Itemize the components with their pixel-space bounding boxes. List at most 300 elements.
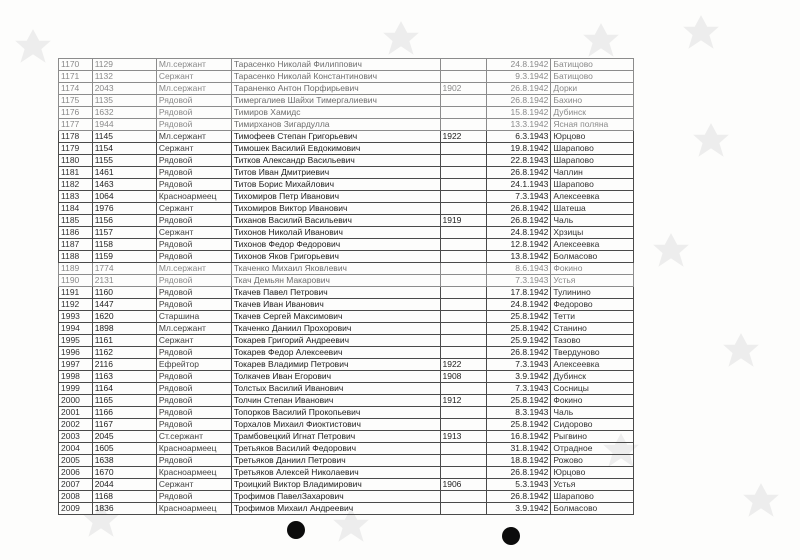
full-name-cell: Тарасенко Николай Константинович	[231, 71, 440, 83]
full-name-cell: Титков Александр Васильевич	[231, 155, 440, 167]
rank-cell: Рядовой	[156, 455, 231, 467]
rank-cell: Рядовой	[156, 215, 231, 227]
rank-cell: Рядовой	[156, 107, 231, 119]
row-number-cell: 1185	[59, 215, 93, 227]
rank-cell: Рядовой	[156, 419, 231, 431]
date-cell: 25.8.1942	[487, 395, 551, 407]
full-name-cell: Титов Борис Михайлович	[231, 179, 440, 191]
table-row	[59, 119, 634, 131]
table-row	[59, 287, 634, 299]
rank-cell: Мл.сержант	[156, 323, 231, 335]
birth-year-cell	[440, 311, 487, 323]
full-name-cell: Трофимов ПавелЗахарович	[231, 491, 440, 503]
birth-year-cell	[440, 191, 487, 203]
birth-year-cell	[440, 491, 487, 503]
full-name-cell: Тимофеев Степан Григорьевич	[231, 131, 440, 143]
watermark-emblem-icon	[720, 330, 762, 372]
full-name-cell: Тимиров Хамидс	[231, 107, 440, 119]
record-id-cell: 1162	[92, 347, 156, 359]
watermark-emblem-icon	[380, 18, 422, 60]
table-row	[59, 491, 634, 503]
record-id-cell: 1159	[92, 251, 156, 263]
full-name-cell: Трофимов Михаил Андреевич	[231, 503, 440, 515]
table-row	[59, 335, 634, 347]
rank-cell: Рядовой	[156, 383, 231, 395]
place-cell: Хрзицы	[551, 227, 634, 239]
record-id-cell: 1163	[92, 371, 156, 383]
place-cell: Рожово	[551, 455, 634, 467]
rank-cell: Рядовой	[156, 275, 231, 287]
birth-year-cell	[440, 119, 487, 131]
rank-cell: Мл.сержант	[156, 263, 231, 275]
full-name-cell: Тараненко Антон Порфирьевич	[231, 83, 440, 95]
date-cell: 3.9.1942	[487, 503, 551, 515]
date-cell: 25.8.1942	[487, 323, 551, 335]
full-name-cell: Тихомиров Виктор Иванович	[231, 203, 440, 215]
row-number-cell: 1996	[59, 347, 93, 359]
row-number-cell: 1184	[59, 203, 93, 215]
row-number-cell: 1180	[59, 155, 93, 167]
record-id-cell: 1132	[92, 71, 156, 83]
row-number-cell: 2005	[59, 455, 93, 467]
rank-cell: Рядовой	[156, 395, 231, 407]
record-id-cell: 1156	[92, 215, 156, 227]
record-id-cell: 2043	[92, 83, 156, 95]
place-cell: Шарапово	[551, 491, 634, 503]
place-cell: Батищово	[551, 59, 634, 71]
date-cell: 7.3.1943	[487, 359, 551, 371]
date-cell: 15.8.1942	[487, 107, 551, 119]
place-cell: Шарапово	[551, 179, 634, 191]
row-number-cell: 2006	[59, 467, 93, 479]
record-id-cell: 1157	[92, 227, 156, 239]
full-name-cell: Третьяков Василий Федорович	[231, 443, 440, 455]
rank-cell: Ефрейтор	[156, 359, 231, 371]
birth-year-cell	[440, 71, 487, 83]
full-name-cell: Торхалов Михаил Фиоктистович	[231, 419, 440, 431]
record-id-cell: 1129	[92, 59, 156, 71]
record-id-cell: 1168	[92, 491, 156, 503]
rank-cell: Сержант	[156, 335, 231, 347]
record-id-cell: 1774	[92, 263, 156, 275]
place-cell: Рыгвино	[551, 431, 634, 443]
date-cell: 7.3.1943	[487, 383, 551, 395]
date-cell: 6.3.1943	[487, 131, 551, 143]
table-row	[59, 239, 634, 251]
place-cell: Фокино	[551, 263, 634, 275]
date-cell: 3.9.1942	[487, 371, 551, 383]
place-cell: Твердуново	[551, 347, 634, 359]
row-number-cell: 2003	[59, 431, 93, 443]
rank-cell: Сержант	[156, 227, 231, 239]
date-cell: 19.8.1942	[487, 143, 551, 155]
place-cell: Дубинск	[551, 107, 634, 119]
birth-year-cell	[440, 467, 487, 479]
date-cell: 25.8.1942	[487, 311, 551, 323]
row-number-cell: 1178	[59, 131, 93, 143]
full-name-cell: Ткачев Павел Петрович	[231, 287, 440, 299]
record-id-cell: 1836	[92, 503, 156, 515]
row-number-cell: 1189	[59, 263, 93, 275]
full-name-cell: Тихонов Яков Григорьевич	[231, 251, 440, 263]
full-name-cell: Троицкий Виктор Владимирович	[231, 479, 440, 491]
record-id-cell: 2045	[92, 431, 156, 443]
rank-cell: Сержант	[156, 143, 231, 155]
date-cell: 18.8.1942	[487, 455, 551, 467]
table-row	[59, 503, 634, 515]
birth-year-cell	[440, 287, 487, 299]
table-row	[59, 455, 634, 467]
full-name-cell: Тихомиров Петр Иванович	[231, 191, 440, 203]
date-cell: 22.8.1943	[487, 155, 551, 167]
record-id-cell: 1898	[92, 323, 156, 335]
place-cell: Шарапово	[551, 155, 634, 167]
birth-year-cell	[440, 407, 487, 419]
date-cell: 24.8.1942	[487, 227, 551, 239]
record-id-cell: 2116	[92, 359, 156, 371]
place-cell: Федорово	[551, 299, 634, 311]
watermark-emblem-icon	[580, 20, 622, 62]
place-cell: Алексеевка	[551, 239, 634, 251]
watermark-emblem-icon	[690, 120, 732, 162]
table-row	[59, 143, 634, 155]
place-cell: Тазово	[551, 335, 634, 347]
record-id-cell: 1167	[92, 419, 156, 431]
birth-year-cell	[440, 263, 487, 275]
full-name-cell: Титов Иван Дмитриевич	[231, 167, 440, 179]
birth-year-cell	[440, 503, 487, 515]
full-name-cell: Толчин Степан Иванович	[231, 395, 440, 407]
birth-year-cell: 1902	[440, 83, 487, 95]
table-row	[59, 467, 634, 479]
record-id-cell: 1165	[92, 395, 156, 407]
full-name-cell: Толкачев Иван Егорович	[231, 371, 440, 383]
full-name-cell: Ткаченко Михаил Яковлевич	[231, 263, 440, 275]
date-cell: 7.3.1943	[487, 191, 551, 203]
date-cell: 13.8.1942	[487, 251, 551, 263]
full-name-cell: Трамбовецкий Игнат Петрович	[231, 431, 440, 443]
row-number-cell: 1171	[59, 71, 93, 83]
table-row	[59, 167, 634, 179]
full-name-cell: Тимошек Василий Евдокимович	[231, 143, 440, 155]
table-row	[59, 419, 634, 431]
row-number-cell: 1999	[59, 383, 93, 395]
rank-cell: Рядовой	[156, 239, 231, 251]
record-id-cell: 1461	[92, 167, 156, 179]
row-number-cell: 1994	[59, 323, 93, 335]
row-number-cell: 1183	[59, 191, 93, 203]
table-row	[59, 479, 634, 491]
watermark-emblem-icon	[650, 230, 692, 272]
place-cell: Алексеевка	[551, 359, 634, 371]
full-name-cell: Третьяков Алексей Николаевич	[231, 467, 440, 479]
row-number-cell: 1998	[59, 371, 93, 383]
date-cell: 24.1.1943	[487, 179, 551, 191]
place-cell: Бахино	[551, 95, 634, 107]
punch-hole-right	[502, 527, 520, 545]
table-row	[59, 131, 634, 143]
table-row	[59, 107, 634, 119]
record-id-cell: 1463	[92, 179, 156, 191]
row-number-cell: 1175	[59, 95, 93, 107]
full-name-cell: Ткачев Иван Иванович	[231, 299, 440, 311]
record-id-cell: 1166	[92, 407, 156, 419]
watermark-emblem-icon	[680, 12, 722, 54]
date-cell: 26.8.1942	[487, 203, 551, 215]
birth-year-cell: 1906	[440, 479, 487, 491]
full-name-cell: Ткачев Сергей Максимович	[231, 311, 440, 323]
table-row	[59, 311, 634, 323]
place-cell: Шарапово	[551, 143, 634, 155]
record-id-cell: 1447	[92, 299, 156, 311]
date-cell: 17.8.1942	[487, 287, 551, 299]
table-row	[59, 215, 634, 227]
birth-year-cell	[440, 335, 487, 347]
record-id-cell: 1064	[92, 191, 156, 203]
date-cell: 9.3.1942	[487, 71, 551, 83]
place-cell: Алексеевка	[551, 191, 634, 203]
place-cell: Дорки	[551, 83, 634, 95]
table-row	[59, 407, 634, 419]
date-cell: 12.8.1942	[487, 239, 551, 251]
birth-year-cell	[440, 155, 487, 167]
record-id-cell: 1155	[92, 155, 156, 167]
birth-year-cell	[440, 299, 487, 311]
birth-year-cell: 1922	[440, 131, 487, 143]
record-id-cell: 2131	[92, 275, 156, 287]
table-row	[59, 83, 634, 95]
row-number-cell: 1190	[59, 275, 93, 287]
place-cell: Сидорово	[551, 419, 634, 431]
watermark-emblem-icon	[740, 480, 782, 522]
table-row	[59, 191, 634, 203]
place-cell: Чаплин	[551, 167, 634, 179]
row-number-cell: 2000	[59, 395, 93, 407]
full-name-cell: Тиханов Василий Васильевич	[231, 215, 440, 227]
date-cell: 16.8.1942	[487, 431, 551, 443]
birth-year-cell	[440, 239, 487, 251]
place-cell: Батищово	[551, 71, 634, 83]
birth-year-cell	[440, 347, 487, 359]
place-cell: Тулинино	[551, 287, 634, 299]
record-id-cell: 1161	[92, 335, 156, 347]
record-id-cell: 1135	[92, 95, 156, 107]
date-cell: 26.8.1942	[487, 467, 551, 479]
rank-cell: Сержант	[156, 71, 231, 83]
full-name-cell: Третьяков Даниил Петрович	[231, 455, 440, 467]
table-row	[59, 359, 634, 371]
birth-year-cell	[440, 227, 487, 239]
casualty-list-table	[58, 58, 634, 515]
date-cell: 24.8.1942	[487, 299, 551, 311]
rank-cell: Рядовой	[156, 167, 231, 179]
rank-cell: Старшина	[156, 311, 231, 323]
place-cell: Юрцово	[551, 131, 634, 143]
full-name-cell: Тихонов Федор Федорович	[231, 239, 440, 251]
table-row	[59, 95, 634, 107]
birth-year-cell	[440, 443, 487, 455]
table-row	[59, 347, 634, 359]
rank-cell: Сержант	[156, 479, 231, 491]
date-cell: 26.8.1942	[487, 491, 551, 503]
birth-year-cell: 1922	[440, 359, 487, 371]
record-id-cell: 1638	[92, 455, 156, 467]
full-name-cell: Тарасенко Николай Филиппович	[231, 59, 440, 71]
row-number-cell: 2007	[59, 479, 93, 491]
place-cell: Отрадное	[551, 443, 634, 455]
table-row	[59, 299, 634, 311]
record-id-cell: 1164	[92, 383, 156, 395]
row-number-cell: 1997	[59, 359, 93, 371]
rank-cell: Рядовой	[156, 95, 231, 107]
birth-year-cell	[440, 95, 487, 107]
record-id-cell: 1620	[92, 311, 156, 323]
birth-year-cell	[440, 59, 487, 71]
record-id-cell: 2044	[92, 479, 156, 491]
birth-year-cell	[440, 419, 487, 431]
full-name-cell: Тимергалиев Шайхи Тимергалиевич	[231, 95, 440, 107]
date-cell: 25.9.1942	[487, 335, 551, 347]
record-id-cell: 1160	[92, 287, 156, 299]
row-number-cell: 1181	[59, 167, 93, 179]
date-cell: 26.8.1942	[487, 167, 551, 179]
record-id-cell: 1605	[92, 443, 156, 455]
birth-year-cell	[440, 143, 487, 155]
date-cell: 26.8.1942	[487, 347, 551, 359]
rank-cell: Красноармеец	[156, 443, 231, 455]
rank-cell: Мл.сержант	[156, 131, 231, 143]
place-cell: Ясная поляна	[551, 119, 634, 131]
full-name-cell: Токарев Владимир Петрович	[231, 359, 440, 371]
birth-year-cell	[440, 251, 487, 263]
row-number-cell: 1995	[59, 335, 93, 347]
row-number-cell: 1191	[59, 287, 93, 299]
rank-cell: Мл.сержант	[156, 59, 231, 71]
watermark-emblem-icon	[12, 26, 54, 68]
rank-cell: Рядовой	[156, 155, 231, 167]
place-cell: Болмасово	[551, 503, 634, 515]
date-cell: 25.8.1942	[487, 419, 551, 431]
place-cell: Сосницы	[551, 383, 634, 395]
rank-cell: Мл.сержант	[156, 83, 231, 95]
full-name-cell: Тихонов Николай Иванович	[231, 227, 440, 239]
row-number-cell: 2001	[59, 407, 93, 419]
record-id-cell: 1154	[92, 143, 156, 155]
date-cell: 26.8.1942	[487, 215, 551, 227]
table-row	[59, 275, 634, 287]
table-row	[59, 443, 634, 455]
table-row	[59, 203, 634, 215]
row-number-cell: 1182	[59, 179, 93, 191]
record-id-cell: 1145	[92, 131, 156, 143]
row-number-cell: 1192	[59, 299, 93, 311]
birth-year-cell	[440, 323, 487, 335]
birth-year-cell	[440, 383, 487, 395]
record-id-cell: 1158	[92, 239, 156, 251]
rank-cell: Рядовой	[156, 347, 231, 359]
row-number-cell: 2009	[59, 503, 93, 515]
birth-year-cell	[440, 179, 487, 191]
birth-year-cell: 1912	[440, 395, 487, 407]
table-row	[59, 251, 634, 263]
full-name-cell: Тимирханов Зигардулла	[231, 119, 440, 131]
table-row	[59, 371, 634, 383]
row-number-cell: 1170	[59, 59, 93, 71]
date-cell: 5.3.1943	[487, 479, 551, 491]
birth-year-cell	[440, 455, 487, 467]
row-number-cell: 1176	[59, 107, 93, 119]
place-cell: Чаль	[551, 215, 634, 227]
table-row	[59, 227, 634, 239]
rank-cell: Красноармеец	[156, 467, 231, 479]
place-cell: Шатеша	[551, 203, 634, 215]
place-cell: Чаль	[551, 407, 634, 419]
rank-cell: Рядовой	[156, 119, 231, 131]
full-name-cell: Топорков Василий Прокопьевич	[231, 407, 440, 419]
table-row	[59, 383, 634, 395]
birth-year-cell	[440, 203, 487, 215]
row-number-cell: 1174	[59, 83, 93, 95]
date-cell: 24.8.1942	[487, 59, 551, 71]
rank-cell: Рядовой	[156, 179, 231, 191]
full-name-cell: Ткач Демьян Макарович	[231, 275, 440, 287]
date-cell: 26.8.1942	[487, 83, 551, 95]
place-cell: Юрцово	[551, 467, 634, 479]
row-number-cell: 1179	[59, 143, 93, 155]
rank-cell: Сержант	[156, 203, 231, 215]
table-row	[59, 395, 634, 407]
rank-cell: Рядовой	[156, 371, 231, 383]
record-id-cell: 1976	[92, 203, 156, 215]
birth-year-cell: 1913	[440, 431, 487, 443]
birth-year-cell	[440, 275, 487, 287]
table-row	[59, 179, 634, 191]
place-cell: Устья	[551, 275, 634, 287]
row-number-cell: 1993	[59, 311, 93, 323]
rank-cell: Ст.сержант	[156, 431, 231, 443]
place-cell: Тетти	[551, 311, 634, 323]
table-row	[59, 59, 634, 71]
record-id-cell: 1670	[92, 467, 156, 479]
table-row	[59, 71, 634, 83]
row-number-cell: 2002	[59, 419, 93, 431]
full-name-cell: Толстых Василий Иванович	[231, 383, 440, 395]
row-number-cell: 1186	[59, 227, 93, 239]
row-number-cell: 1188	[59, 251, 93, 263]
rank-cell: Красноармеец	[156, 503, 231, 515]
birth-year-cell: 1919	[440, 215, 487, 227]
rank-cell: Рядовой	[156, 287, 231, 299]
record-id-cell: 1944	[92, 119, 156, 131]
rank-cell: Рядовой	[156, 299, 231, 311]
place-cell: Болмасово	[551, 251, 634, 263]
table-row	[59, 263, 634, 275]
birth-year-cell	[440, 167, 487, 179]
place-cell: Фокино	[551, 395, 634, 407]
rank-cell: Рядовой	[156, 251, 231, 263]
place-cell: Станино	[551, 323, 634, 335]
birth-year-cell: 1908	[440, 371, 487, 383]
rank-cell: Рядовой	[156, 407, 231, 419]
record-id-cell: 1632	[92, 107, 156, 119]
row-number-cell: 1177	[59, 119, 93, 131]
full-name-cell: Токарев Григорий Андреевич	[231, 335, 440, 347]
date-cell: 13.3.1942	[487, 119, 551, 131]
date-cell: 8.3.1943	[487, 407, 551, 419]
row-number-cell: 1187	[59, 239, 93, 251]
table-row	[59, 155, 634, 167]
row-number-cell: 2004	[59, 443, 93, 455]
